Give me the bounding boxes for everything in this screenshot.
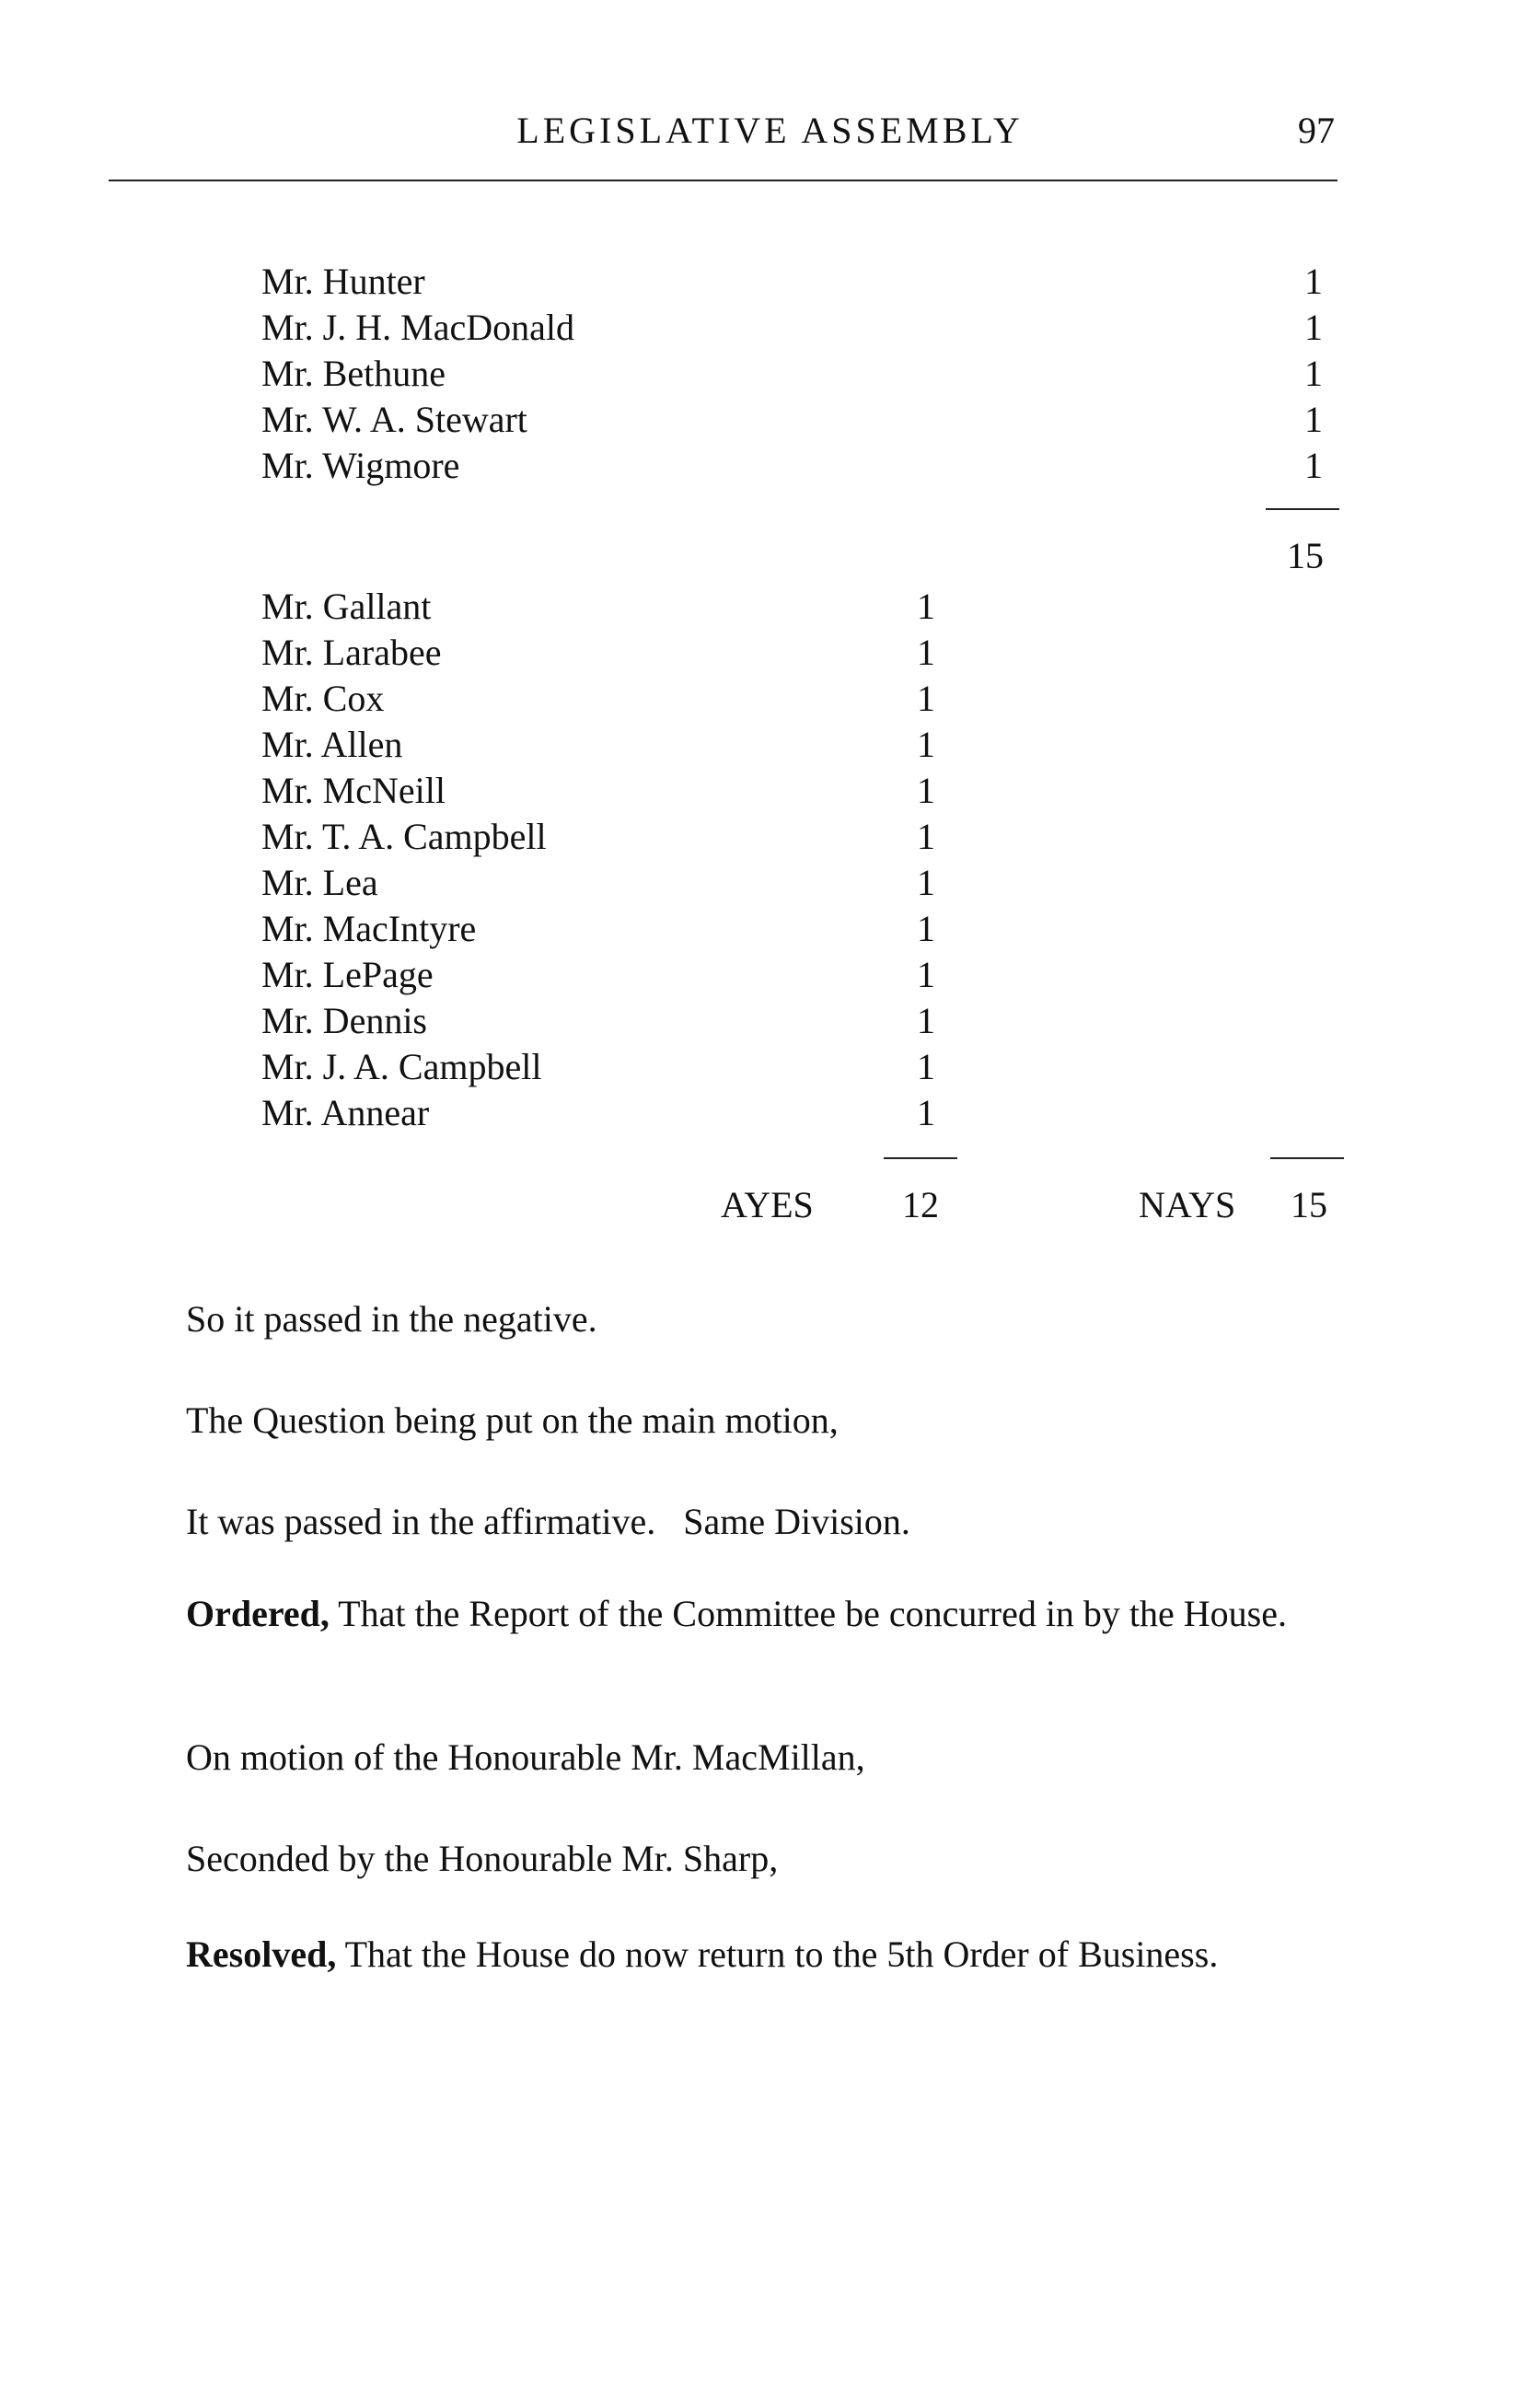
ayes-total-rule	[884, 1157, 957, 1159]
nays-label: NAYS	[1139, 1184, 1236, 1225]
paragraph-ordered	[92, 1587, 1344, 1640]
ayes-label: AYES	[721, 1184, 814, 1225]
vote-count: 1	[1304, 307, 1323, 348]
vote-count: 1	[917, 678, 935, 719]
nays-subtotal: 15	[1287, 535, 1324, 576]
member-name: Mr. Gallant	[261, 586, 432, 627]
member-name: Mr. Allen	[261, 724, 403, 765]
member-name: Mr. T. A. Campbell	[261, 816, 547, 857]
member-name: Mr. Wigmore	[261, 445, 460, 486]
vote-count: 1	[917, 586, 935, 627]
member-name: Mr. J. A. Campbell	[261, 1046, 542, 1087]
member-name: Mr. Dennis	[261, 1000, 427, 1041]
member-name: Mr. Lea	[261, 862, 378, 903]
member-name: Mr. J. H. MacDonald	[261, 307, 574, 348]
vote-count: 1	[917, 1046, 935, 1087]
header-rule	[109, 180, 1337, 181]
paragraph-seconded: Seconded by the Honourable Mr. Sharp,	[186, 1838, 779, 1879]
nays-total: 15	[1291, 1184, 1327, 1225]
ordered-lead: Ordered,	[186, 1593, 330, 1634]
member-name: Mr. Cox	[261, 678, 385, 719]
resolved-text: That the House do now return to the 5th Order of Business.	[336, 1933, 1219, 1975]
vote-count: 1	[1304, 445, 1323, 486]
vote-count: 1	[917, 1092, 935, 1133]
vote-count: 1	[917, 908, 935, 949]
paragraph-negative: So it passed in the negative.	[186, 1298, 597, 1340]
resolved-lead: Resolved,	[186, 1933, 337, 1975]
vote-count: 1	[917, 816, 935, 857]
member-name: Mr. Larabee	[261, 632, 442, 673]
vote-count: 1	[1304, 261, 1323, 302]
paragraph-motion-of: On motion of the Honourable Mr. MacMillan,	[186, 1736, 865, 1778]
member-name: Mr. LePage	[261, 954, 434, 995]
ordered-text: That the Report of the Committee be concurred in by the House.	[329, 1593, 1288, 1634]
running-title: LEGISLATIVE ASSEMBLY	[516, 110, 1024, 151]
paragraph-main-motion: The Question being put on the main motion,	[186, 1399, 839, 1441]
member-name: Mr. Hunter	[261, 261, 425, 302]
vote-count: 1	[917, 862, 935, 903]
vote-count: 1	[917, 724, 935, 765]
nays-total-rule	[1270, 1157, 1344, 1159]
member-name: Mr. Bethune	[261, 353, 446, 394]
member-name: Mr. MacIntyre	[261, 908, 477, 949]
vote-count: 1	[917, 1000, 935, 1041]
vote-count: 1	[1304, 353, 1323, 394]
member-name: Mr. McNeill	[261, 770, 446, 811]
ayes-total: 12	[902, 1184, 939, 1225]
member-name: Mr. W. A. Stewart	[261, 399, 527, 440]
vote-count: 1	[917, 770, 935, 811]
paragraph-resolved	[92, 1928, 1344, 1980]
member-name: Mr. Annear	[261, 1092, 430, 1133]
paragraph-affirmative: It was passed in the affirmative. Same Division.	[186, 1501, 910, 1542]
subtotal-rule	[1266, 508, 1339, 510]
page-number: 97	[1298, 110, 1335, 151]
vote-count: 1	[917, 954, 935, 995]
vote-count: 1	[917, 632, 935, 673]
vote-count: 1	[1304, 399, 1323, 440]
